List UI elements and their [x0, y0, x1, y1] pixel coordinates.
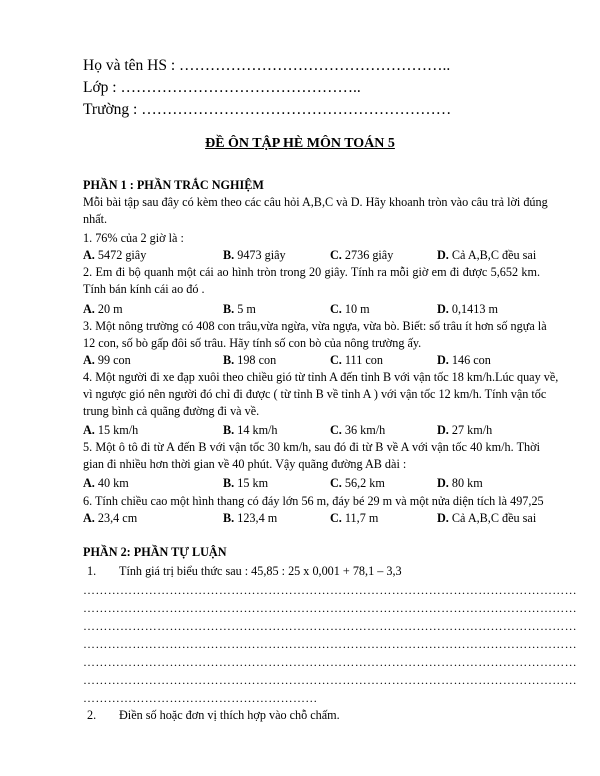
- question-2-line2: Tính bán kính cái ao đó .: [83, 282, 205, 296]
- answer-line-short[interactable]: …………………………………………………: [83, 691, 318, 705]
- question-5-line1: 5. Một ô tô đi từ A đến B với vận tốc 30 km/h, sau đó đi từ B về A với vận tốc 40 km/h. Thời: [83, 440, 540, 454]
- q4-option-d[interactable]: D. 27 km/h: [437, 423, 493, 437]
- q2-option-a[interactable]: A. 20 m: [83, 302, 123, 316]
- question-4-line2: vì ngược gió nên người đó chỉ đi được ( từ tỉnh B về tỉnh A ) với vận tốc 12 km/h. Tính vận tốc: [83, 387, 547, 401]
- q5-option-c[interactable]: C. 56,2 km: [330, 476, 385, 490]
- q1-option-d[interactable]: D. Cả A,B,C đều sai: [437, 248, 537, 262]
- part2-item2-number: 2.: [87, 708, 97, 722]
- part2-item1-number: 1.: [87, 564, 97, 578]
- q2-option-b[interactable]: B. 5 m: [223, 302, 256, 316]
- question-6-line1: 6. Tính chiều cao một hình thang có đáy lớn 56 m, đáy bé 29 m và một nửa diện tích là 497,25: [83, 494, 544, 508]
- q4-option-a[interactable]: A. 15 km/h: [83, 423, 139, 437]
- answer-line[interactable]: …………………………………………………………………………………………………………: [83, 601, 577, 615]
- question-3-line1: 3. Một nông trường có 408 con trâu,vừa ngừa, vừa ngựa, vừa bò. Biết: số trâu ít hơn số ngựa là: [83, 319, 547, 333]
- q4-option-c[interactable]: C. 36 km/h: [330, 423, 386, 437]
- q5-option-a[interactable]: A. 40 km: [83, 476, 129, 490]
- part1-heading: PHẦN 1 : PHẦN TRẮC NGHIỆM: [83, 178, 264, 192]
- q3-option-d[interactable]: D. 146 con: [437, 353, 491, 367]
- answer-line[interactable]: …………………………………………………………………………………………………………: [83, 655, 577, 669]
- class-line: Lớp : ………………………………………..: [83, 79, 361, 96]
- question-3-line2: 12 con, số bò gấp đôi số trâu. Hãy tính số con bò của nông trường ấy.: [83, 336, 422, 350]
- page-title: ĐỀ ÔN TẬP HÈ MÔN TOÁN 5: [205, 136, 395, 151]
- part2-heading: PHẦN 2: PHẦN TỰ LUẬN: [83, 545, 227, 559]
- q3-option-b[interactable]: B. 198 con: [223, 353, 277, 367]
- q1-option-b[interactable]: B. 9473 giây: [223, 248, 286, 262]
- q4-option-b[interactable]: B. 14 km/h: [223, 423, 278, 437]
- question-2-line1: 2. Em đi bộ quanh một cái ao hình tròn trong 20 giây. Tính ra mỗi giờ em đi được 5,652 km.: [83, 265, 540, 279]
- q2-option-c[interactable]: C. 10 m: [330, 302, 370, 316]
- q1-option-c[interactable]: C. 2736 giây: [330, 248, 394, 262]
- q1-option-a[interactable]: A. 5472 giây: [83, 248, 147, 262]
- answer-line[interactable]: …………………………………………………………………………………………………………: [83, 619, 577, 633]
- answer-line[interactable]: …………………………………………………………………………………………………………: [83, 583, 577, 597]
- part2-item2-text: Điền số hoặc đơn vị thích hợp vào chỗ chấm.: [119, 708, 340, 722]
- part1-instructions-line2: nhất.: [83, 212, 108, 226]
- part2-item1-text: Tính giá trị biểu thức sau : 45,85 : 25 x 0,001 + 78,1 – 3,3: [119, 564, 402, 578]
- q6-option-b[interactable]: B. 123,4 m: [223, 511, 278, 525]
- question-1-text: 1. 76% của 2 giờ là :: [83, 231, 184, 245]
- school-line: Trường : ……………………………………………………: [83, 101, 452, 118]
- q5-option-b[interactable]: B. 15 km: [223, 476, 269, 490]
- q5-option-d[interactable]: D. 80 km: [437, 476, 483, 490]
- q3-option-a[interactable]: A. 99 con: [83, 353, 131, 367]
- question-4-line3: trung bình cả quãng đường đi và về.: [83, 404, 260, 418]
- answer-line[interactable]: …………………………………………………………………………………………………………: [83, 637, 577, 651]
- question-5-line2: gian đi nhiều hơn thời gian về 40 phút. Vậy quãng đường AB dài :: [83, 457, 407, 471]
- q2-option-d[interactable]: D. 0,1413 m: [437, 302, 498, 316]
- part1-instructions-line1: Mỗi bài tập sau đây có kèm theo các câu hỏi A,B,C và D. Hãy khoanh tròn vào câu trả lời đúng: [83, 195, 548, 209]
- student-name-line: Họ và tên HS : ……………………………………………..: [83, 57, 451, 74]
- question-4-line1: 4. Một người đi xe đạp xuôi theo chiều gió từ tỉnh A đến tỉnh B với vận tốc 18 km/h.Lúc quay về,: [83, 370, 559, 384]
- q6-option-d[interactable]: D. Cả A,B,C đều sai: [437, 511, 537, 525]
- q3-option-c[interactable]: C. 111 con: [330, 353, 383, 367]
- q6-option-a[interactable]: A. 23,4 cm: [83, 511, 138, 525]
- q6-option-c[interactable]: C. 11,7 m: [330, 511, 379, 525]
- answer-line[interactable]: …………………………………………………………………………………………………………: [83, 673, 577, 687]
